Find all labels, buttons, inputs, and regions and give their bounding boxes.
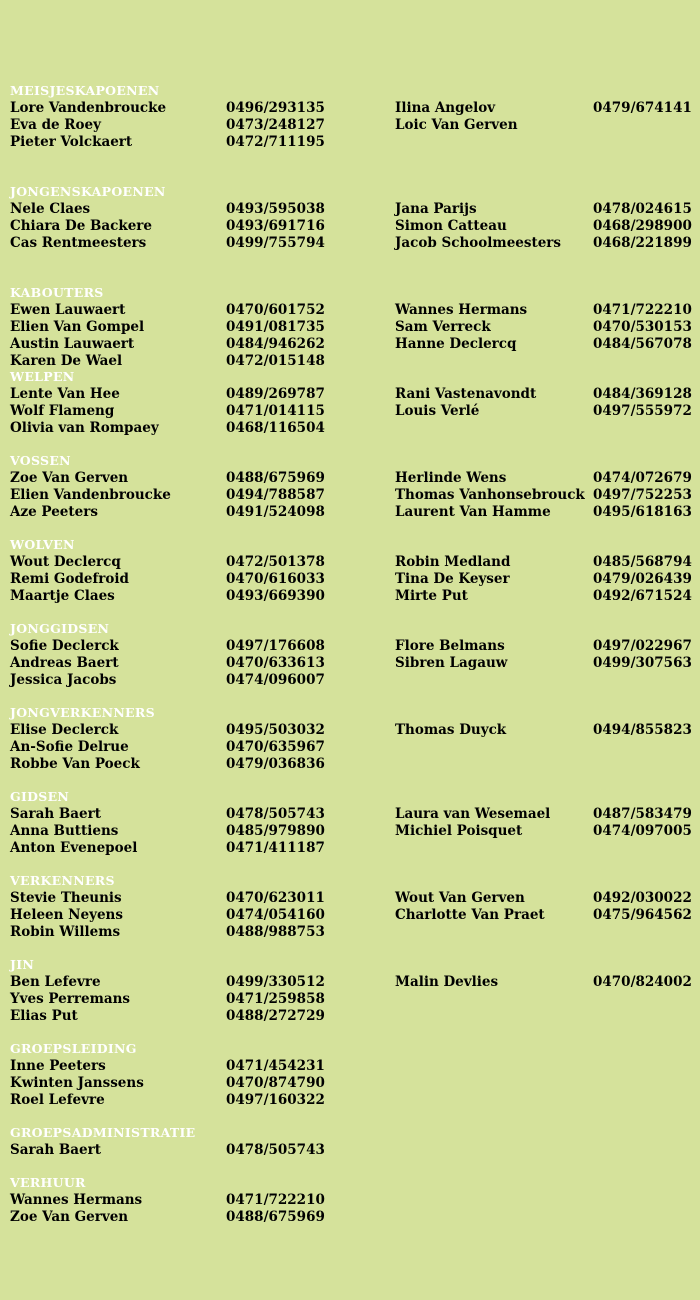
contact-name: Heleen Neyens bbox=[10, 907, 123, 923]
contact-name: Sofie Declerck bbox=[10, 638, 119, 654]
contact-name: Lore Vandenbroucke bbox=[10, 100, 167, 116]
contact-phone: 0497/022967 bbox=[593, 638, 692, 654]
contact-row bbox=[0, 319, 700, 336]
contact-phone: 0494/788587 bbox=[226, 487, 325, 503]
contact-phone: 0470/824002 bbox=[593, 974, 692, 990]
contact-name: An-Sofie Delrue bbox=[10, 739, 129, 755]
contact-name: Olivia van Rompaey bbox=[10, 420, 159, 436]
contact-phone: 0468/221899 bbox=[593, 235, 692, 251]
contact-row bbox=[0, 1192, 700, 1209]
contact-row bbox=[0, 974, 700, 991]
contact-phone: 0471/722210 bbox=[226, 1192, 325, 1208]
contact-phone: 0497/752253 bbox=[593, 487, 692, 503]
contact-row bbox=[0, 890, 700, 907]
contact-name: Wout Van Gerven bbox=[395, 890, 525, 906]
contact-phone: 0488/675969 bbox=[226, 1209, 325, 1225]
contact-name: Remi Godefroid bbox=[10, 571, 129, 587]
contact-name: Stevie Theunis bbox=[10, 890, 122, 906]
contact-phone: 0478/505743 bbox=[226, 806, 325, 822]
contact-phone: 0479/036836 bbox=[226, 756, 325, 772]
contact-phone: 0470/530153 bbox=[593, 319, 692, 335]
section-heading: MEISJESKAPOENEN bbox=[10, 83, 160, 98]
section-heading: KABOUTERS bbox=[10, 285, 104, 300]
contact-name: Tina De Keyser bbox=[395, 571, 510, 587]
contact-phone: 0488/272729 bbox=[226, 1008, 325, 1024]
contact-phone: 0474/096007 bbox=[226, 672, 325, 688]
contact-row bbox=[0, 722, 700, 739]
contact-name: Laura van Wesemael bbox=[395, 806, 551, 822]
contact-phone: 0489/269787 bbox=[226, 386, 325, 402]
section-heading: GROEPSLEIDING bbox=[10, 1041, 137, 1056]
contact-row bbox=[0, 403, 700, 420]
contact-name: Sarah Baert bbox=[10, 806, 101, 822]
contact-phone: 0493/669390 bbox=[226, 588, 325, 604]
contact-name: Andreas Baert bbox=[10, 655, 119, 671]
contact-phone: 0474/097005 bbox=[593, 823, 692, 839]
contact-name: Ilina Angelov bbox=[395, 100, 496, 116]
contact-phone: 0496/293135 bbox=[226, 100, 325, 116]
contact-name: Wout Declercq bbox=[10, 554, 121, 570]
contact-phone: 0471/454231 bbox=[226, 1058, 325, 1074]
contact-name: Jacob Schoolmeesters bbox=[395, 235, 562, 251]
contact-name: Loic Van Gerven bbox=[395, 117, 518, 133]
contact-name: Eva de Roey bbox=[10, 117, 101, 133]
contact-name: Malin Devlies bbox=[395, 974, 499, 990]
contact-name: Elise Declerck bbox=[10, 722, 119, 738]
contact-phone: 0471/411187 bbox=[226, 840, 325, 856]
section-heading: WOLVEN bbox=[10, 537, 75, 552]
contact-name: Kwinten Janssens bbox=[10, 1075, 144, 1091]
contact-name: Inne Peeters bbox=[10, 1058, 106, 1074]
contact-name: Yves Perremans bbox=[10, 991, 131, 1007]
contact-name: Elien Vandenbroucke bbox=[10, 487, 171, 503]
contact-phone: 0472/015148 bbox=[226, 353, 325, 369]
contact-name: Anton Evenepoel bbox=[10, 840, 138, 856]
contact-name: Zoe Van Gerven bbox=[10, 470, 129, 486]
contact-row bbox=[0, 924, 700, 941]
contact-name: Pieter Volckaert bbox=[10, 134, 133, 150]
contact-phone: 0473/248127 bbox=[226, 117, 325, 133]
contact-row bbox=[0, 302, 700, 319]
contact-name: Jana Parijs bbox=[395, 201, 477, 217]
contact-name: Robin Medland bbox=[395, 554, 511, 570]
contact-phone: 0488/988753 bbox=[226, 924, 325, 940]
section-heading: JONGENSKAPOENEN bbox=[10, 184, 166, 199]
section-heading: GIDSEN bbox=[10, 789, 70, 804]
section-heading: VOSSEN bbox=[10, 453, 71, 468]
contact-name: Elias Put bbox=[10, 1008, 78, 1024]
contact-phone: 0470/635967 bbox=[226, 739, 325, 755]
contact-row bbox=[0, 840, 700, 857]
contact-name: Rani Vastenavondt bbox=[395, 386, 537, 402]
contact-phone: 0499/330512 bbox=[226, 974, 325, 990]
contact-name: Chiara De Backere bbox=[10, 218, 153, 234]
contact-row bbox=[0, 806, 700, 823]
contact-phone: 0472/711195 bbox=[226, 134, 325, 150]
contact-name: Robbe Van Poeck bbox=[10, 756, 140, 772]
contact-row bbox=[0, 672, 700, 689]
contact-name: Roel Lefevre bbox=[10, 1092, 105, 1108]
contact-name: Lente Van Hee bbox=[10, 386, 120, 402]
contact-phone: 0499/755794 bbox=[226, 235, 325, 251]
contact-name: Sam Verreck bbox=[395, 319, 491, 335]
contact-phone: 0479/026439 bbox=[593, 571, 692, 587]
contact-name: Sibren Lagauw bbox=[395, 655, 508, 671]
contact-phone: 0492/030022 bbox=[593, 890, 692, 906]
contact-row bbox=[0, 1058, 700, 1075]
contact-phone: 0478/024615 bbox=[593, 201, 692, 217]
contact-name: Jessica Jacobs bbox=[10, 672, 117, 688]
contact-phone: 0491/081735 bbox=[226, 319, 325, 335]
contact-phone: 0475/964562 bbox=[593, 907, 692, 923]
contact-phone: 0492/671524 bbox=[593, 588, 692, 604]
contact-row bbox=[0, 1075, 700, 1092]
section-heading: JONGGIDSEN bbox=[10, 621, 110, 636]
contact-name: Nele Claes bbox=[10, 201, 91, 217]
contact-name: Mirte Put bbox=[395, 588, 468, 604]
contact-row bbox=[0, 638, 700, 655]
contact-phone: 0471/014115 bbox=[226, 403, 325, 419]
contact-phone: 0470/616033 bbox=[226, 571, 325, 587]
contact-name: Ewen Lauwaert bbox=[10, 302, 126, 318]
contact-phone: 0471/722210 bbox=[593, 302, 692, 318]
section-heading: JONGVERKENNERS bbox=[10, 705, 155, 720]
contact-name: Aze Peeters bbox=[10, 504, 98, 520]
contact-phone: 0479/674141 bbox=[593, 100, 692, 116]
contact-row bbox=[0, 134, 700, 151]
contact-phone: 0499/307563 bbox=[593, 655, 692, 671]
contact-phone: 0470/874790 bbox=[226, 1075, 325, 1091]
contact-row bbox=[0, 554, 700, 571]
contact-row bbox=[0, 823, 700, 840]
contact-phone: 0488/675969 bbox=[226, 470, 325, 486]
section-heading: GROEPSADMINISTRATIE bbox=[10, 1125, 196, 1140]
contact-row bbox=[0, 386, 700, 403]
contact-row bbox=[0, 487, 700, 504]
contact-name: Louis Verlé bbox=[395, 403, 480, 419]
contact-name: Robin Willems bbox=[10, 924, 121, 940]
contact-row bbox=[0, 991, 700, 1008]
contact-phone: 0484/946262 bbox=[226, 336, 325, 352]
contact-name: Simon Catteau bbox=[395, 218, 507, 234]
contact-row bbox=[0, 907, 700, 924]
contact-phone: 0497/555972 bbox=[593, 403, 692, 419]
contact-row bbox=[0, 739, 700, 756]
contact-row bbox=[0, 353, 700, 370]
contact-row bbox=[0, 1142, 700, 1159]
contact-name: Ben Lefevre bbox=[10, 974, 101, 990]
contact-row bbox=[0, 235, 700, 252]
contact-name: Michiel Poisquet bbox=[395, 823, 523, 839]
contact-phone: 0471/259858 bbox=[226, 991, 325, 1007]
section-heading: VERKENNERS bbox=[10, 873, 115, 888]
contact-phone: 0474/054160 bbox=[226, 907, 325, 923]
contact-name: Cas Rentmeesters bbox=[10, 235, 147, 251]
contact-name: Elien Van Gompel bbox=[10, 319, 145, 335]
contact-name: Wannes Hermans bbox=[395, 302, 528, 318]
contact-name: Zoe Van Gerven bbox=[10, 1209, 129, 1225]
contact-row bbox=[0, 336, 700, 353]
contact-row bbox=[0, 100, 700, 117]
contact-phone: 0497/160322 bbox=[226, 1092, 325, 1108]
contact-row bbox=[0, 756, 700, 773]
contact-row bbox=[0, 218, 700, 235]
contact-name: Charlotte Van Praet bbox=[395, 907, 545, 923]
contact-phone: 0468/116504 bbox=[226, 420, 325, 436]
contact-row bbox=[0, 1209, 700, 1226]
contact-name: Thomas Duyck bbox=[395, 722, 507, 738]
contact-row bbox=[0, 201, 700, 218]
section-heading: VERHUUR bbox=[10, 1175, 86, 1190]
section-heading: JIN bbox=[10, 957, 35, 972]
contact-row bbox=[0, 571, 700, 588]
contact-phone: 0478/505743 bbox=[226, 1142, 325, 1158]
contact-phone: 0487/583479 bbox=[593, 806, 692, 822]
contact-name: Sarah Baert bbox=[10, 1142, 101, 1158]
contact-phone: 0485/568794 bbox=[593, 554, 692, 570]
contact-phone: 0491/524098 bbox=[226, 504, 325, 520]
contact-name: Hanne Declercq bbox=[395, 336, 517, 352]
section-heading: WELPEN bbox=[10, 369, 75, 384]
contact-phone: 0474/072679 bbox=[593, 470, 692, 486]
contact-name: Maartje Claes bbox=[10, 588, 115, 604]
contact-name: Thomas Vanhonsebrouck bbox=[395, 487, 585, 503]
contact-phone: 0493/691716 bbox=[226, 218, 325, 234]
contact-row bbox=[0, 1008, 700, 1025]
contact-phone: 0495/503032 bbox=[226, 722, 325, 738]
contact-name: Wolf Flameng bbox=[10, 403, 115, 419]
contact-row bbox=[0, 117, 700, 134]
contact-row bbox=[0, 588, 700, 605]
contact-phone: 0470/633613 bbox=[226, 655, 325, 671]
contact-row bbox=[0, 1092, 700, 1109]
contact-row bbox=[0, 655, 700, 672]
contact-name: Austin Lauwaert bbox=[10, 336, 135, 352]
contact-phone: 0472/501378 bbox=[226, 554, 325, 570]
contact-name: Karen De Wael bbox=[10, 353, 123, 369]
contact-phone: 0497/176608 bbox=[226, 638, 325, 654]
contact-name: Laurent Van Hamme bbox=[395, 504, 551, 520]
contact-name: Anna Buttiens bbox=[10, 823, 119, 839]
contact-phone: 0485/979890 bbox=[226, 823, 325, 839]
contact-name: Flore Belmans bbox=[395, 638, 505, 654]
contact-phone: 0495/618163 bbox=[593, 504, 692, 520]
contact-phone: 0470/601752 bbox=[226, 302, 325, 318]
contact-name: Wannes Hermans bbox=[10, 1192, 143, 1208]
contact-phone: 0468/298900 bbox=[593, 218, 692, 234]
contact-phone: 0493/595038 bbox=[226, 201, 325, 217]
contact-phone: 0484/369128 bbox=[593, 386, 692, 402]
contact-row bbox=[0, 420, 700, 437]
contact-phone: 0484/567078 bbox=[593, 336, 692, 352]
contact-name: Herlinde Wens bbox=[395, 470, 507, 486]
contact-phone: 0470/623011 bbox=[226, 890, 325, 906]
contact-row bbox=[0, 470, 700, 487]
contact-phone: 0494/855823 bbox=[593, 722, 692, 738]
contact-row bbox=[0, 504, 700, 521]
